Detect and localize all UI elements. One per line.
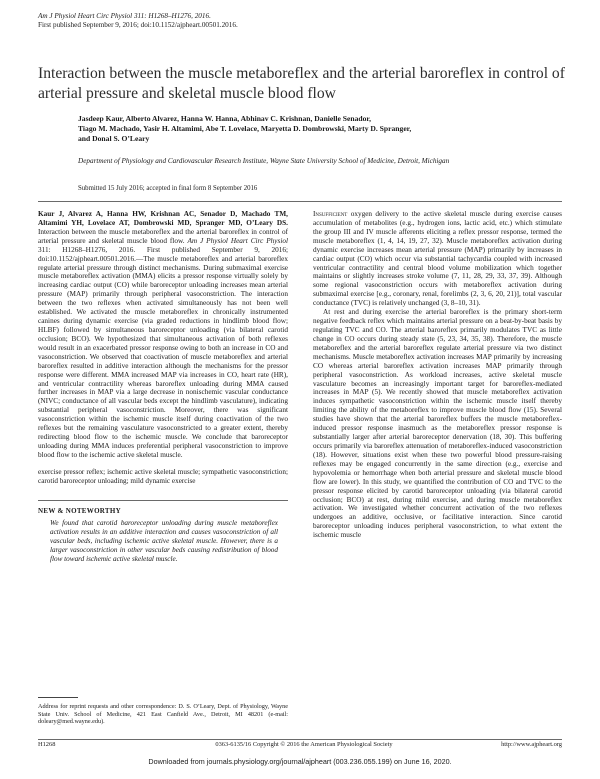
affiliation: Department of Physiology and Cardiovascular Research Institute, Wayne State University School of Medicine, Detroit, Michigan	[78, 157, 450, 165]
abstract-citation-journal: Am J Physiol Heart Circ Physiol	[187, 236, 288, 245]
footnote-divider	[38, 697, 78, 698]
submission-dates: Submitted 15 July 2016; accepted in final form 8 September 2016	[78, 185, 258, 192]
noteworthy-text: We found that carotid baroreceptor unloading during muscle metaboreflex activation results in an additive interaction and causes vasoconstriction of all vascular beds, including ischemic active skeletal muscle. However, there is a larger vasoconstriction in other vascular beds causing redistribution of blood flow toward ischemic active skeletal muscle.	[50, 519, 278, 563]
intro-paragraph-2: At rest and during exercise the arterial baroreflex is the primary short-term negative feedback reflex which maintains arterial pressure on a beat-by-beat basis by regulating TVC and CO. The arterial baroreflex primarily modulates TVC as little change in CO occurs during steady state (5, 23, 34, 35, 38). Therefore, the muscle metaboreflex and the arterial baroreflex regulate arterial pressure via two distinct mechanisms. Muscle metaboreflex activation increases MAP primarily by increasing CO whereas arterial baroreflex activation increases MAP primarily through peripheral vasoconstriction. As workload increases, active skeletal muscle vasculature becomes an increasingly important target for baroreflex-mediated increases in MAP (5). We recently showed that muscle metaboreflex activation induces sympathetic vasoconstriction within the ischemic muscle itself thereby limiting the ability of the metaboreflex to improve muscle blood flow (15). Several studies have shown that the arterial baroreflex buffers the muscle metaboreflex-induced pressor response inasmuch as the metaboreflex pressor response is substantially larger after arterial baroreceptor denervation (18, 30). This buffering occurs primarily via baroreflex attenuation of metaboreflex-induced vasoconstriction (18). However, situations exist when these two powerful blood pressure-raising reflexes may be engaged concurrently in the same direction (e.g., exercise and hypovolemia or hemorrhage when both arterial pressure and skeletal muscle blood flow are lower). In this study, we quantified the contribution of CO and TVC to the pressor response elicited by carotid baroreceptor unloading (via bilateral carotid occlusion; BCO) at rest, during mild exercise, and during muscle metaboreflex activation. We investigated whether concurrent activation of the two reflexes undergoes an additive, occlusive, or facilitative interaction. Since carotid baroreceptor unloading induces peripheral vasoconstriction, to what extent the ischemic muscle	[313, 308, 562, 540]
noteworthy-divider	[38, 500, 288, 501]
author-line: and Donal S. O’Leary	[78, 134, 150, 144]
intro-lead-word: Insufficient	[313, 210, 348, 218]
journal-header	[38, 12, 238, 29]
intro-paragraph-1: oxygen delivery to the active skeletal muscle during exercise causes accumulation of metabolites (e.g., hydrogen ions, lactic acid, etc.) which stimulate the group III and IV muscle afferents eliciting a reflex pressor response, termed the muscle metaboreflex (1, 4, 14, 19, 27, 32). Muscle metaboreflex activation during dynamic exercise increases mean arterial pressure (MAP) primarily by increases in cardiac output (CO) which occur via substantial tachycardia coupled with increased ventricular contractility and central blood volume mobilization which together maintains or slightly increases stroke volume (7, 11, 28, 29, 33, 37, 39). Although some regional vasoconstriction occurs with metaboreflex activation during submaximal exercise [e.g., coronary, renal, forelimbs (2, 3, 6, 20, 21)], total vascular conductance (TVC) is relatively unchanged (3, 8–10, 31).	[313, 210, 562, 308]
page-footer	[38, 741, 562, 750]
copyright-line: 0363-6135/16 Copyright © 2016 the American Physiological Society	[215, 741, 393, 748]
noteworthy-heading: NEW & NOTEWORTHY	[38, 507, 121, 515]
correspondence-footnote: Address for reprint requests and other correspondence: D. S. O’Leary, Dept. of Physiology, Wayne State Univ. School of Medicine, 421 East Canfield Ave., Detroit, MI 48201 (e-mail: doleary@med.wayne.edu).	[38, 703, 288, 726]
keywords: exercise pressor reflex; ischemic active skeletal muscle; sympathetic vasoconstriction; carotid baroreceptor unloading; mild dynamic exercise	[38, 467, 288, 485]
footer-divider	[38, 739, 562, 740]
abstract-citation-title: Interaction between the muscle metaboreflex and the arterial baroreflex in control of arterial pressure and skeletal muscle blood flow.	[38, 227, 288, 245]
author-list	[78, 114, 548, 145]
introduction-column	[313, 210, 562, 540]
download-notice: Downloaded from journals.physiology.org/journal/ajpheart (003.236.055.199) on June 16, 2020.	[148, 757, 452, 766]
header-divider	[38, 201, 562, 202]
abstract-citation-authors: Kaur J, Alvarez A, Hanna HW, Krishnan AC, Senador D, Machado TM, Altamimi YH, Lovelace AT, Dombrowski MD, Spranger MD, O’Leary DS.	[38, 210, 288, 227]
author-line: Tiago M. Machado, Yasir H. Altamimi, Abe T. Lovelace, Maryetta D. Dombrowski, Marty D. Spranger,	[78, 124, 412, 134]
abstract-citation-details: 311: H1268–H1276, 2016. First published September 9, 2016; doi:10.1152/ajpheart.00501.2016.	[38, 245, 288, 263]
intro-paragraph	[313, 210, 562, 308]
page-number: H1268	[38, 741, 56, 748]
abstract	[38, 210, 288, 460]
abstract-body: —The muscle metaboreflex and arterial baroreflex regulate arterial pressure through distinct mechanisms. During submaximal exercise muscle metaboreflex activation (MMA) elicits a pressor response virtually solely by increasing cardiac output (CO) while baroreceptor unloading increases mean arterial pressure (MAP) primarily through peripheral vasoconstriction. The interaction between the two reflexes when activated simultaneously has not been well established. We activated the muscle metaboreflex in chronically instrumented canines during dynamic exercise (via graded reductions in hindlimb blood flow; HLBF) followed by simultaneous baroreceptor unloading (via bilateral carotid occlusion; BCO). We hypothesized that simultaneous activation of both reflexes would result in an exacerbated pressor response owing to both an increase in CO and vasoconstriction. We observed that coactivation of muscle metaboreflex and arterial baroreflex resulted in additive interaction although the mechanisms for the pressor response were different. MMA increased MAP via increases in CO, heart rate (HR), and ventricular contractility whereas baroreflex unloading during MMA caused further increases in MAP via a large decrease in nonischemic vascular conductance (NIVC; conductance of all vascular beds except the hindlimb vasculature), indicating substantial peripheral vasoconstriction. Moreover, there was significant vasoconstriction within the ischemic muscle itself during coactivation of the two reflexes but the remaining vasculature vasoconstricted to a greater extent, thereby redirecting blood flow to the ischemic muscle. We conclude that baroreceptor unloading during MMA induces preferential peripheral vasoconstriction to improve blood flow to the ischemic active skeletal muscle.	[38, 254, 288, 459]
first-published-line: First published September 9, 2016; doi:10.1152/ajpheart.00501.2016.	[38, 20, 238, 29]
new-and-noteworthy-box	[38, 507, 288, 564]
journal-citation: Am J Physiol Heart Circ Physiol 311: H1268–H1276, 2016.	[38, 12, 211, 20]
journal-url-link[interactable]: http://www.ajpheart.org	[501, 741, 562, 748]
article-title: Interaction between the muscle metaboreflex and the arterial baroreflex in control of arterial pressure and skeletal muscle blood flow	[38, 65, 565, 102]
abstract-column	[38, 210, 288, 486]
author-line: Jasdeep Kaur, Alberto Alvarez, Hanna W. Hanna, Abhinav C. Krishnan, Danielle Senador,	[78, 114, 371, 123]
